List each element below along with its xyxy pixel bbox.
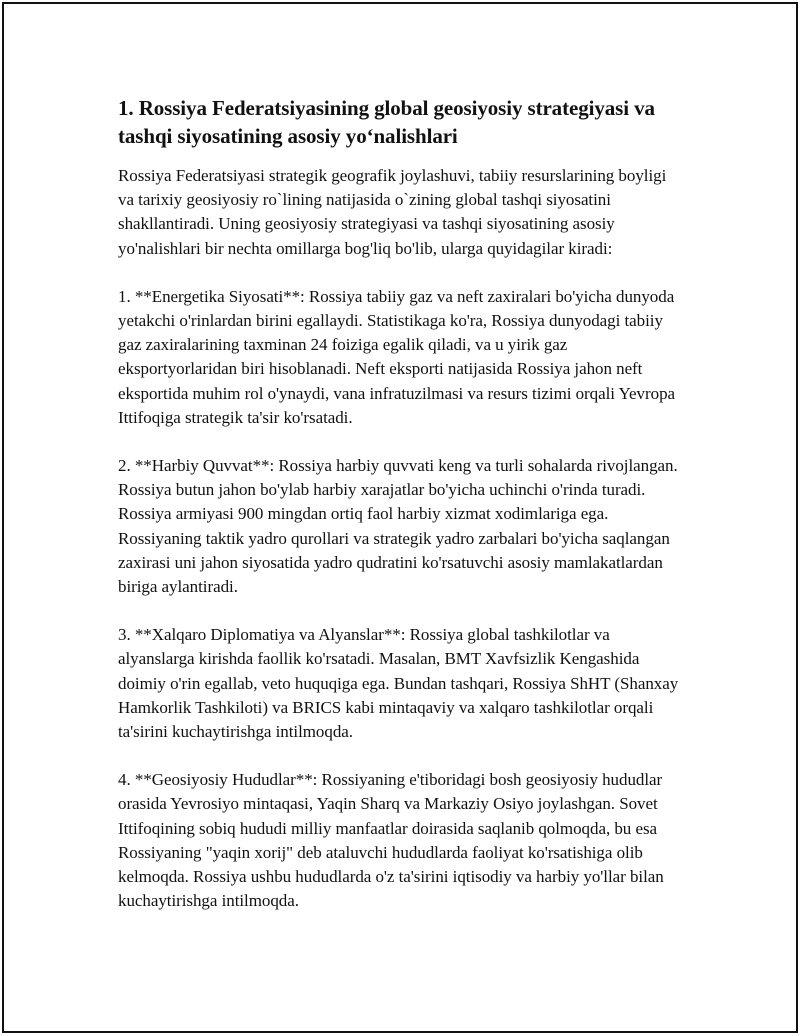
paragraph-energy-policy: 1. **Energetika Siyosati**: Rossiya tabiiy gaz va neft zaxiralari bo'yicha dunyoda yetakchi o'rinlardan birini egallaydi. Statistikaga ko'ra, Rossiya dunyodagi tabiiy gaz zaxiralarining taxminan 24 foiziga egalik qiladi, va u yirik gaz eksportyorlaridan biri hisoblanadi. Neft eksporti natijasida Rossiya jahon neft eksportida muhim rol o'ynaydi, vana infratuzilmasi va resurs tizimi orqali Yevropa Ittifoqiga strategik ta'sir ko'rsatadi.	[118, 286, 676, 427]
paragraph-diplomacy-alliances: 3. **Xalqaro Diplomatiya va Alyanslar**: Rossiya global tashkilotlar va alyanslarga kirishda faollik ko'rsatadi. Masalan, BMT Xavfsizlik Kengashida doimiy o'rin egallab, veto huquqiga ega. Bundan tashqari, Rossiya ShHT (Shanxay Hamkorlik Tashkiloti) va BRICS kabi mintaqaviy va xalqaro tashkilotlar orqali ta'sirini kuchaytirishga intilmoqda.	[118, 625, 679, 742]
section-title: 1. Rossiya Federatsiyasining global geosiyosiy strategiyasi va tashqi siyosatining asosiy yo‘nalishlari	[118, 96, 655, 148]
paragraph-geopolitical-regions: 4. **Geosiyosiy Hududlar**: Rossiyaning e'tiboridagi bosh geosiyosiy hududlar orasida Yevrosiyo mintaqasi, Yaqin Sharq va Markaziy Osiyo joylashgan. Sovet Ittifoqining sobiq hududi milliy manfaatlar doirasida saqlanib qolmoqda, bu esa Rossiyaning "yaqin xorij" deb ataluvchi hududlarda faoliyat ko'rsatishiga olib kelmoqda. Rossiya ushbu hududlarda o'z ta'sirini iqtisodiy va harbiy yo'llar bilan kuchaytirishga intilmoqda.	[118, 770, 664, 911]
paragraph-military-power: 2. **Harbiy Quvvat**: Rossiya harbiy quvvati keng va turli sohalarda rivojlangan. Rossiya butun jahon bo'ylab harbiy xarajatlar bo'yicha uchinchi o'rinda turadi. Rossiya armiyasi 900 mingdan ortiq faol harbiy xizmat xodimlariga ega. Rossiyaning taktik yadro qurollari va strategik yadro zarbalari bo'yicha saqlangan zaxirasi uni jahon siyosatida yadro qudratini ko'rsatuvchi asosiy mamlakatlardan biriga aylantiradi.	[118, 456, 678, 597]
document-body	[118, 94, 686, 937]
intro-paragraph: Rossiya Federatsiyasi strategik geografik joylashuvi, tabiiy resurslarining boyligi va tarixiy geosiyosiy ro`lining natijasida o`zining global tashqi siyosatini shakllantiradi. Uning geosiyosiy strategiyasi va tashqi siyosatining asosiy yo'nalishlari bir nechta omillarga bog'liq bo'lib, ularga quyidagilar kiradi:	[118, 166, 667, 258]
